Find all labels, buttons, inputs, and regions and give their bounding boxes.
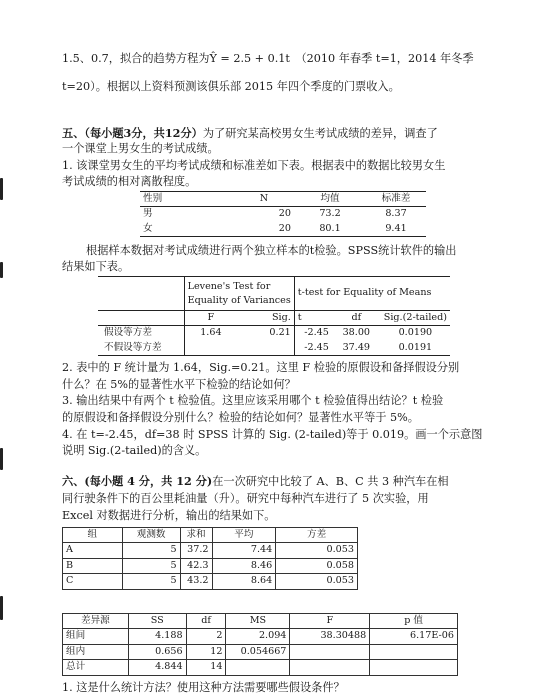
binding-mark bbox=[0, 178, 3, 200]
table-row bbox=[63, 558, 358, 573]
section6-heading bbox=[62, 473, 502, 491]
table-cell: 38.00 bbox=[342, 327, 371, 339]
table-cell: 4.844 bbox=[128, 660, 186, 675]
text-line: 什么？在 5%的显著性水平下检验的结论如何？ bbox=[62, 378, 296, 391]
spss-ttest-table bbox=[98, 276, 450, 356]
table-header: df bbox=[351, 312, 362, 323]
table-cell: 0.0191 bbox=[398, 341, 433, 353]
table-header: t bbox=[297, 312, 302, 323]
text-line: 一个课堂上男女生的考试成绩。 bbox=[62, 142, 219, 155]
table-header: 求和 bbox=[180, 528, 212, 543]
table-cell: 4.188 bbox=[128, 629, 186, 644]
table-cell: -2.45 bbox=[304, 327, 329, 339]
table-header: F bbox=[290, 614, 370, 629]
table-row bbox=[98, 341, 450, 356]
table-cell bbox=[290, 660, 370, 675]
table-cell: 2.094 bbox=[226, 629, 290, 644]
table-cell: 0.053 bbox=[276, 574, 358, 589]
table-cell bbox=[226, 660, 290, 675]
table-header: p 值 bbox=[370, 614, 458, 629]
levene-label: Equality of Variances bbox=[187, 294, 291, 306]
table-cell: 假设等方差 bbox=[104, 327, 152, 339]
table-cell: 8.64 bbox=[212, 574, 276, 589]
table-row bbox=[63, 574, 358, 589]
binding-mark bbox=[0, 596, 3, 620]
text-line: 说明 Sig.(2-tailed)的含义。 bbox=[62, 444, 207, 457]
table-cell bbox=[370, 660, 458, 675]
table-cell: 不假设等方差 bbox=[104, 341, 162, 353]
table-header: F bbox=[184, 311, 237, 326]
table-cell: 6.17E-06 bbox=[370, 629, 458, 644]
table-cell: 42.3 bbox=[180, 558, 212, 573]
section6-intro: 在一次研究中比较了 A、B、C 共 3 种汽车在相 bbox=[212, 475, 449, 488]
text-line: Excel 对数据进行分析，输出的结果如下。 bbox=[62, 509, 276, 522]
table-header: 性别 bbox=[143, 193, 163, 204]
table-cell: C bbox=[63, 574, 123, 589]
table-cell: 0.058 bbox=[276, 558, 358, 573]
table-cell: 8.46 bbox=[212, 558, 276, 573]
table-cell: 38.30488 bbox=[290, 629, 370, 644]
table-cell: 0.053 bbox=[276, 543, 358, 558]
table-header: df bbox=[186, 614, 226, 629]
table-header: 均值 bbox=[320, 193, 340, 204]
table-cell: 5 bbox=[122, 543, 180, 558]
table-cell bbox=[184, 341, 237, 356]
table-cell: 0.0190 bbox=[398, 327, 433, 339]
text-line: t=20）。根据以上资料预测该俱乐部 2015 年四个季度的门票收入。 bbox=[62, 80, 400, 93]
table-header: Sig.(2-tailed) bbox=[383, 312, 447, 323]
table-cell: 男 bbox=[143, 208, 153, 220]
table-row bbox=[63, 629, 458, 644]
table-cell: 73.2 bbox=[319, 208, 341, 220]
levene-label: Levene's Test for bbox=[187, 281, 271, 293]
table-cell: 0.054667 bbox=[226, 644, 290, 659]
table-cell: 37.49 bbox=[342, 341, 371, 353]
table-header: N bbox=[259, 193, 269, 204]
question-5-3: 3. 输出结果中有两个 t 检验值。这里应该采用哪个 t 检验值得出结论？t 检验 bbox=[62, 394, 444, 407]
table-cell: 43.2 bbox=[180, 574, 212, 589]
section6-title: 六、(每小题 4 分，共 12 分) bbox=[62, 474, 213, 488]
table-cell: 2 bbox=[186, 629, 226, 644]
gender-score-table bbox=[140, 191, 426, 237]
table-row bbox=[63, 660, 458, 675]
table-cell bbox=[370, 644, 458, 659]
binding-mark bbox=[0, 262, 3, 278]
table-cell: B bbox=[63, 558, 123, 573]
table-header-row bbox=[63, 614, 458, 629]
table-row bbox=[63, 543, 358, 558]
table-cell: 5 bbox=[122, 574, 180, 589]
table-row bbox=[140, 207, 426, 222]
section5-title: 五、（每小题3分，共12分） bbox=[62, 126, 203, 140]
table-row bbox=[98, 326, 450, 341]
anova-table bbox=[62, 613, 458, 676]
question-6-1: 1. 这是什么统计方法？使用这种方法需要哪些假设条件？ bbox=[62, 681, 345, 694]
table-cell bbox=[237, 341, 294, 356]
table-cell: -2.45 bbox=[304, 341, 329, 353]
table-cell: 37.2 bbox=[180, 543, 212, 558]
table-cell: 1.64 bbox=[184, 326, 237, 341]
table-header: 标准差 bbox=[381, 193, 411, 204]
question-5-4: 4. 在 t=-2.45，df=38 时 SPSS 计算的 Sig. (2-tailed)等于 0.019。画一个示意图 bbox=[62, 428, 483, 441]
table-cell: 9.41 bbox=[385, 222, 407, 234]
table-cell: 组间 bbox=[63, 629, 129, 644]
table-cell: 20 bbox=[278, 222, 291, 234]
binding-mark bbox=[0, 448, 3, 470]
table-header: 组 bbox=[63, 528, 123, 543]
table-cell: 0.21 bbox=[237, 326, 294, 341]
excel-summary-table bbox=[62, 527, 358, 590]
table-cell: 7.44 bbox=[212, 543, 276, 558]
table-row bbox=[63, 644, 458, 659]
table-cell: 20 bbox=[278, 208, 291, 220]
table-cell: 总计 bbox=[63, 660, 129, 675]
table-cell: A bbox=[63, 543, 123, 558]
text-line: 根据样本数据对考试成绩进行两个独立样本的t检验。SPSS统计软件的输出 bbox=[86, 244, 457, 257]
table-header: 差异源 bbox=[63, 614, 129, 629]
table-header-row bbox=[63, 528, 358, 543]
table-cell: 8.37 bbox=[385, 208, 407, 220]
question-5-2: 2. 表中的 F 统计量为 1.64，Sig.=0.21。这里 F 检验的原假设和备择假设分别 bbox=[62, 361, 460, 374]
text-line: 同行驶条件下的百公里耗油量（升）。研究中每种汽车进行了 5 次实验，用 bbox=[62, 492, 429, 505]
levene-header bbox=[184, 277, 294, 311]
table-cell: 5 bbox=[122, 558, 180, 573]
text-line: 考试成绩的相对离散程度。 bbox=[62, 175, 197, 188]
table-cell: 0.656 bbox=[128, 644, 186, 659]
table-header: 平均 bbox=[212, 528, 276, 543]
table-header: Sig. bbox=[237, 311, 294, 326]
text-line: 的原假设和备择假设分别什么？检验的结论如何？显著性水平等于 5%。 bbox=[62, 411, 419, 424]
section5-intro: 为了研究某高校男女生考试成绩的差异，调查了 bbox=[202, 127, 438, 140]
table-cell: 组内 bbox=[63, 644, 129, 659]
text-line: 1.5、0.7，拟合的趋势方程为Ŷ = 2.5 + 0.1t （2010 年春季 t=1，2014 年冬季 bbox=[62, 52, 474, 65]
text-line: 结果如下表。 bbox=[62, 260, 130, 273]
table-cell: 80.1 bbox=[319, 222, 341, 234]
table-header: 观测数 bbox=[122, 528, 180, 543]
table-header: 方差 bbox=[276, 528, 358, 543]
table-cell bbox=[290, 644, 370, 659]
table-header: SS bbox=[128, 614, 186, 629]
table-cell: 女 bbox=[143, 222, 153, 234]
table-cell: 14 bbox=[186, 660, 226, 675]
question-5-1: 1. 该课堂男女生的平均考试成绩和标准差如下表。根据表中的数据比较男女生 bbox=[62, 159, 446, 172]
table-cell: 12 bbox=[186, 644, 226, 659]
table-row bbox=[140, 222, 426, 237]
table-header: MS bbox=[226, 614, 290, 629]
ttest-header: t-test for Equality of Means bbox=[297, 287, 432, 299]
